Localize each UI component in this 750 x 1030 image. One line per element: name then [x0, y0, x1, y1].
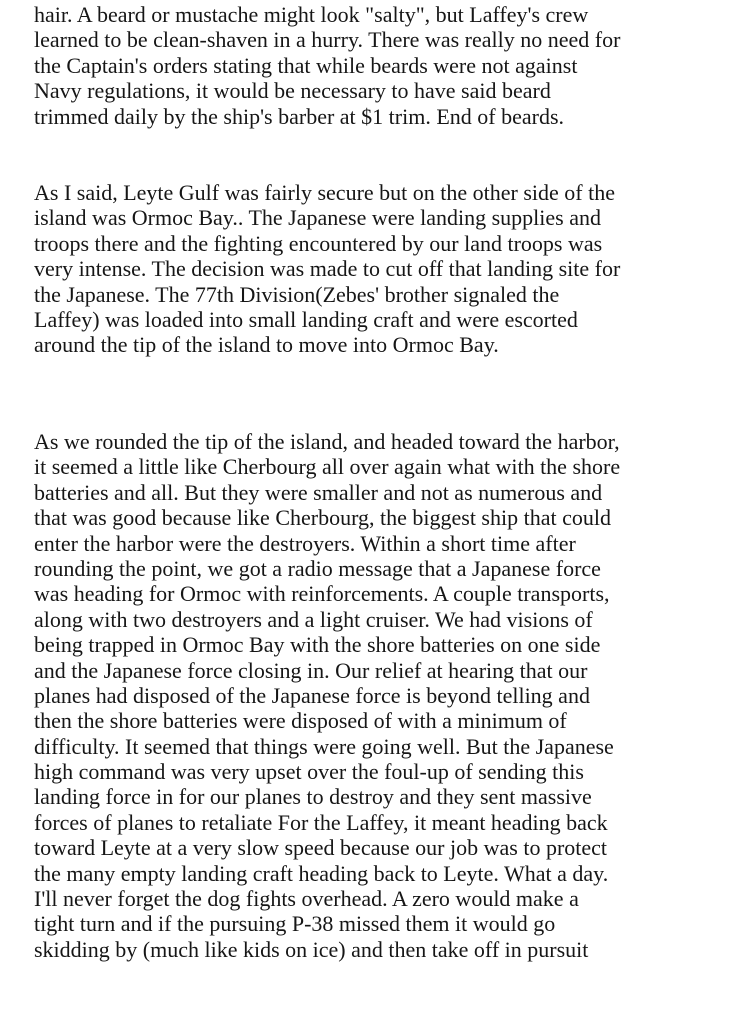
- text-line: was heading for Ormoc with reinforcements. A couple transports,: [34, 581, 610, 607]
- text-line: along with two destroyers and a light cruiser. We had visions of: [34, 606, 593, 632]
- text-line: Laffey) was loaded into small landing craft and were escorted: [34, 306, 578, 332]
- text-line: troops there and the fighting encountered by our land troops was: [34, 230, 603, 256]
- text-line: batteries and all. But they were smaller and not as numerous and: [34, 479, 603, 505]
- text-line: trimmed daily by the ship's barber at $1 trim. End of beards.: [34, 103, 565, 129]
- text-line: tight turn and if the pursuing P-38 missed them it would go: [34, 911, 556, 937]
- text-line: it seemed a little like Cherbourg all over again what with the shore: [34, 454, 621, 480]
- text-line: landing force in for our planes to destroy and they sent massive: [34, 784, 592, 810]
- text-line: island was Ormoc Bay.. The Japanese were landing supplies and: [34, 205, 601, 231]
- text-line: enter the harbor were the destroyers. Within a short time after: [34, 530, 576, 556]
- text-line: high command was very upset over the foul-up of sending this: [34, 759, 584, 785]
- text-line: around the tip of the island to move into Ormoc Bay.: [34, 332, 499, 358]
- text-line: As we rounded the tip of the island, and headed toward the harbor,: [34, 429, 620, 454]
- text-line: learned to be clean-shaven in a hurry. There was really no need for: [34, 27, 621, 53]
- paragraph-beards: [34, 2, 620, 129]
- text-line: being trapped in Ormoc Bay with the shore batteries on one side: [34, 632, 601, 658]
- text-line: toward Leyte at a very slow speed because our job was to protect: [34, 835, 608, 861]
- text-line: skidding by (much like kids on ice) and then take off in pursuit: [34, 936, 589, 962]
- text-line: the many empty landing craft heading back to Leyte. What a day.: [34, 860, 609, 886]
- text-line: Navy regulations, it would be necessary to have said beard: [34, 78, 551, 104]
- text-line: the Captain's orders stating that while beards were not against: [34, 52, 578, 78]
- text-line: very intense. The decision was made to cut off that landing site for: [34, 256, 621, 282]
- text-line: that was good because like Cherbourg, the biggest ship that could: [34, 505, 611, 531]
- paragraph-ormoc-bay: [34, 180, 620, 358]
- text-line: hair. A beard or mustache might look "salty", but Laffey's crew: [34, 2, 589, 27]
- text-line: forces of planes to retaliate For the Laffey, it meant heading back: [34, 809, 608, 835]
- text-line: rounding the point, we got a radio message that a Japanese force: [34, 555, 601, 581]
- text-line: the Japanese. The 77th Division(Zebes' brother signaled the: [34, 281, 560, 307]
- text-line: difficulty. It seemed that things were going well. But the Japanese: [34, 733, 614, 759]
- text-line: and the Japanese force closing in. Our relief at hearing that our: [34, 657, 588, 683]
- text-line: then the shore batteries were disposed of with a minimum of: [34, 708, 567, 734]
- paragraph-harbor-approach: [34, 429, 620, 962]
- text-line: I'll never forget the dog fights overhead. A zero would make a: [34, 886, 579, 912]
- text-line: planes had disposed of the Japanese force is beyond telling and: [34, 682, 590, 708]
- text-line: As I said, Leyte Gulf was fairly secure but on the other side of the: [34, 180, 615, 205]
